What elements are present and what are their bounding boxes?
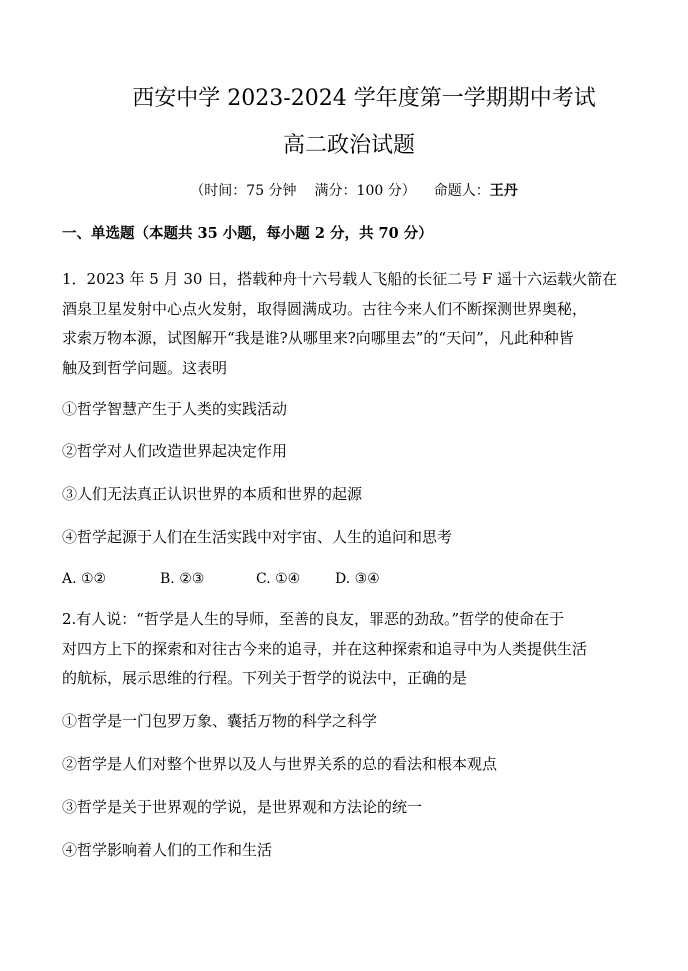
question-1-line: 1．2023 年 5 月 30 日，搭载种舟十六号载人飞船的长征二号 F 遥十六运载火箭在 [62,270,618,288]
choice-c: C. ①④ [256,571,301,587]
exam-score: 满分：100 分） [314,183,416,199]
question-1-choices-row [62,569,380,589]
question-2-line: 2.有人说：“哲学是人生的导师，至善的良友，罪恶的劲敌。”哲学的使命在于 [62,610,565,628]
question-1-stem [62,265,628,383]
question-2-option: ②哲学是人们对整个世界以及人与世界关系的总的看法和根本观点 [62,755,498,773]
exam-title: 西安中学 2023-2024 学年度第一学期期中考试 [132,86,596,111]
choice-a: A. ①② [62,571,107,587]
question-1-option: ④哲学起源于人们在生活实践中对宇宙、人生的追问和思考 [62,528,453,546]
question-1-line: 酒泉卫星发射中心点火发射，取得圆满成功。古往今来人们不断探测世界奥秘， [62,299,588,318]
question-2-option: ③哲学是关于世界观的学说，是世界观和方法论的统一 [62,798,423,816]
question-2-line: 对四方上下的探索和对往古今来的追寻，并在这种探索和追寻中为人类提供生活 [62,639,588,658]
section-heading: 一、单选题（本题共 35 小题，每小题 2 分，共 70 分） [62,225,433,242]
exam-time: （时间：75 分钟 [190,183,297,199]
question-1-option: ③人们无法真正认识世界的本质和世界的起源 [62,485,363,503]
choice-d: D. ③④ [335,571,380,587]
question-1-option: ①哲学智慧产生于人类的实践活动 [62,400,288,418]
question-2-option: ④哲学影响着人们的工作和生活 [62,841,273,859]
exam-meta [0,181,688,201]
question-2-stem [62,605,628,694]
question-2-line: 的航标，展示思维的行程。下列关于哲学的说法中，正确的是 [62,669,468,687]
exam-subtitle: 高二政治试题 [282,133,415,158]
question-1-option: ②哲学对人们改造世界起决定作用 [62,442,288,460]
exam-author-label: 命题人： [433,183,490,199]
question-1-line: 触及到哲学问题。这表明 [62,358,228,377]
exam-author-name: 王丹 [489,183,518,199]
choice-b: B. ②③ [160,571,205,587]
question-2-option: ①哲学是一门包罗万象、囊括万物的科学之科学 [62,712,378,730]
question-1-line: 求索万物本源，试图解开“我是谁?从哪里来?向哪里去”的“天问”，凡此种种皆 [62,329,574,347]
